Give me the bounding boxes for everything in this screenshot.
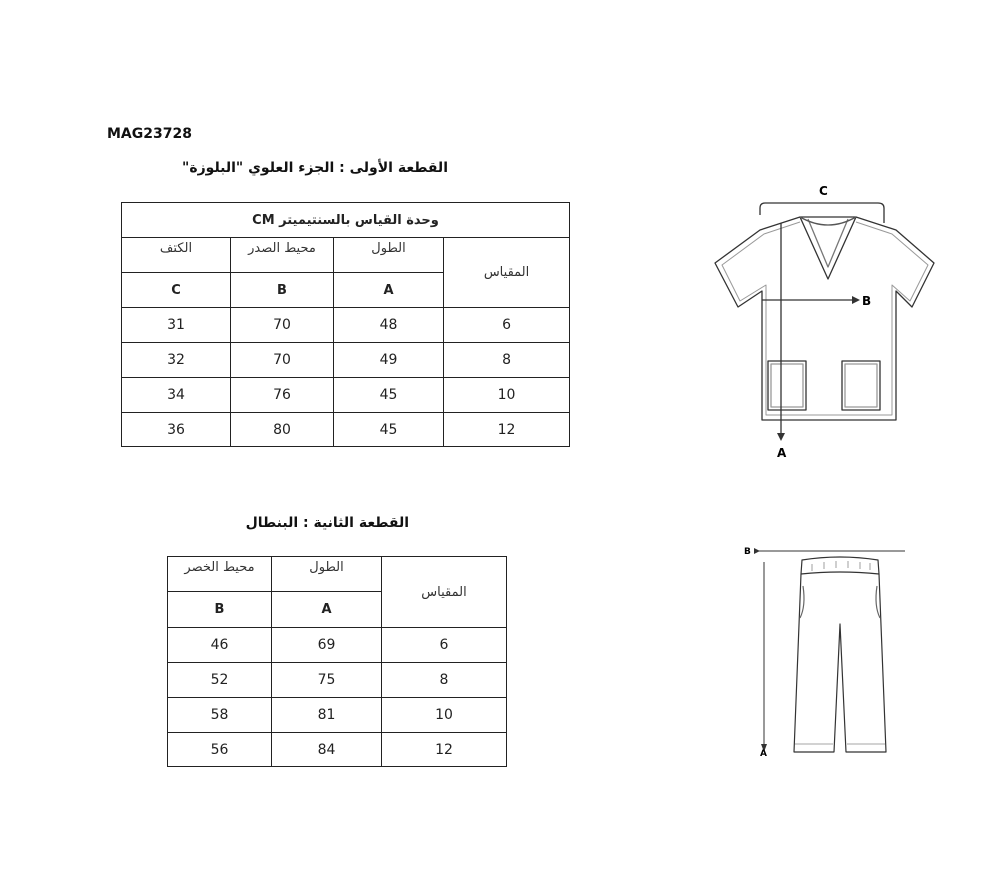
size-value: 12 [444, 413, 570, 447]
table-row [168, 628, 507, 663]
column-letter-a: A [334, 273, 444, 308]
size-value: 10 [382, 698, 507, 733]
shoulder-value: 34 [122, 378, 231, 413]
column-letter-b: B [168, 592, 272, 628]
top-size-table [121, 202, 570, 447]
waistband [801, 557, 879, 574]
table-row [122, 378, 570, 413]
unit-header: وحدة القياس بالسنتيميتر CM [122, 203, 570, 238]
pants-measurement-diagram [740, 540, 915, 765]
shoulder-value: 31 [122, 308, 231, 343]
chest-value: 70 [231, 343, 334, 378]
label-a: A [777, 446, 787, 460]
v-neck [800, 217, 856, 279]
length-value: 45 [334, 413, 444, 447]
left-pocket [768, 361, 806, 410]
pants-size-table [167, 556, 507, 767]
label-a: A [760, 749, 767, 759]
length-value: 84 [272, 733, 382, 767]
table-row [168, 663, 507, 698]
waist-value: 52 [168, 663, 272, 698]
table-row [168, 733, 507, 767]
pants-outline [794, 574, 886, 752]
size-value: 6 [444, 308, 570, 343]
size-value: 8 [382, 663, 507, 698]
waist-value: 46 [168, 628, 272, 663]
waist-value: 56 [168, 733, 272, 767]
column-letter-b: B [231, 273, 334, 308]
size-value: 8 [444, 343, 570, 378]
chest-value: 76 [231, 378, 334, 413]
shirt-outline [715, 217, 934, 420]
label-b: B [862, 294, 872, 308]
column-header-size: المقياس [382, 557, 507, 628]
pants-section-title: القطعة الثانية : البنطال [245, 515, 409, 531]
length-value: 81 [272, 698, 382, 733]
table-row [122, 308, 570, 343]
column-header-chest: محيط الصدر [231, 238, 334, 273]
label-c: C [819, 184, 828, 198]
table-row [122, 343, 570, 378]
size-value: 12 [382, 733, 507, 767]
length-value: 49 [334, 343, 444, 378]
right-pocket [842, 361, 880, 410]
column-letter-c: C [122, 273, 231, 308]
top-section-title: القطعة الأولى : الجزء العلوي "البلوزة" [182, 160, 448, 176]
chest-value: 80 [231, 413, 334, 447]
size-value: 6 [382, 628, 507, 663]
column-header-length: الطول [334, 238, 444, 273]
column-letter-a: A [272, 592, 382, 628]
waist-value: 58 [168, 698, 272, 733]
column-header-size: المقياس [444, 238, 570, 308]
label-b: B [744, 547, 751, 557]
length-value: 69 [272, 628, 382, 663]
column-header-length: الطول [272, 557, 382, 592]
shirt-measurement-diagram [700, 175, 950, 465]
table-row [168, 698, 507, 733]
length-value: 45 [334, 378, 444, 413]
product-code: MAG23728 [107, 126, 192, 142]
shoulder-value: 32 [122, 343, 231, 378]
length-value: 48 [334, 308, 444, 343]
chest-value: 70 [231, 308, 334, 343]
length-value: 75 [272, 663, 382, 698]
column-header-waist: محيط الخصر [168, 557, 272, 592]
shoulder-value: 36 [122, 413, 231, 447]
table-row [122, 413, 570, 447]
size-value: 10 [444, 378, 570, 413]
column-header-shoulder: الكتف [122, 238, 231, 273]
